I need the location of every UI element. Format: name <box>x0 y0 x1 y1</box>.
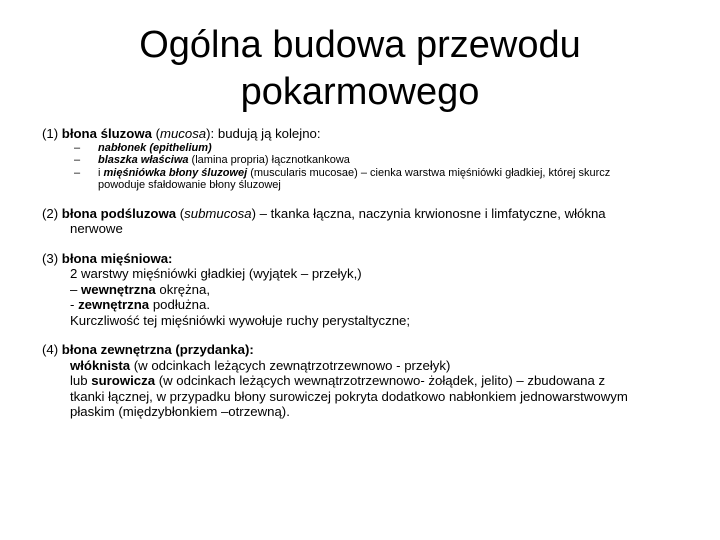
section-3-line-1: 2 warstwy mięśniówki gładkiej (wyjątek – przełyk,) <box>70 266 362 281</box>
slide-body <box>42 126 682 420</box>
section-1-heading: (1) błona śluzowa (mucosa): budują ją kolejno: <box>42 126 321 141</box>
section-4-line-3: tkanki łącznej, w przypadku błony surowiczej pokryta dodatkowo nabłonkiem jednowarstwowym <box>70 388 628 404</box>
section-2-line-2: nerwowe <box>70 221 123 236</box>
section-3-line-4: Kurczliwość tej mięśniówki wywołuje ruchy perystaltyczne; <box>70 312 411 328</box>
section-1-list <box>42 142 682 192</box>
section-4-line-2: lub surowicza (w odcinkach leżących wewnątrzotrzewnowo- żołądek, jelito) – zbudowana z <box>70 373 606 388</box>
slide-title <box>60 22 660 116</box>
list-item: – blaszka właściwa (lamina propria) łącznotkankowa <box>74 154 350 166</box>
section-4-line-4: płaskim (międzybłonkiem –otrzewną). <box>70 404 290 419</box>
section-4-line-1: włóknista (w odcinkach leżących zewnątrzotrzewnowo - przełyk) <box>70 357 451 373</box>
list-item-continuation: powoduje sfałdowanie błony śluzowej <box>98 179 281 191</box>
section-2-line-1: (2) błona podśluzowa (submucosa) – tkanka łączna, naczynia krwionosne i limfatyczne, włókna <box>42 205 606 221</box>
section-3-heading: (3) błona mięśniowa: <box>42 250 173 266</box>
section-3-line-3: - zewnętrzna podłużna. <box>70 297 211 312</box>
list-item: – nabłonek (epithelium) <box>74 141 212 154</box>
section-4-heading: (4) błona zewnętrzna (przydanka): <box>42 342 254 357</box>
title-line-2: pokarmowego <box>240 71 480 113</box>
list-item: – i mięśniówka błony śluzowej (muscularis mucosae) – cienka warstwa mięśniówki gładkiej, której skurcz <box>74 166 611 179</box>
title-line-1: Ogólna budowa przewodu <box>139 24 581 66</box>
section-3-line-2: – wewnętrzna okrężna, <box>70 281 210 297</box>
